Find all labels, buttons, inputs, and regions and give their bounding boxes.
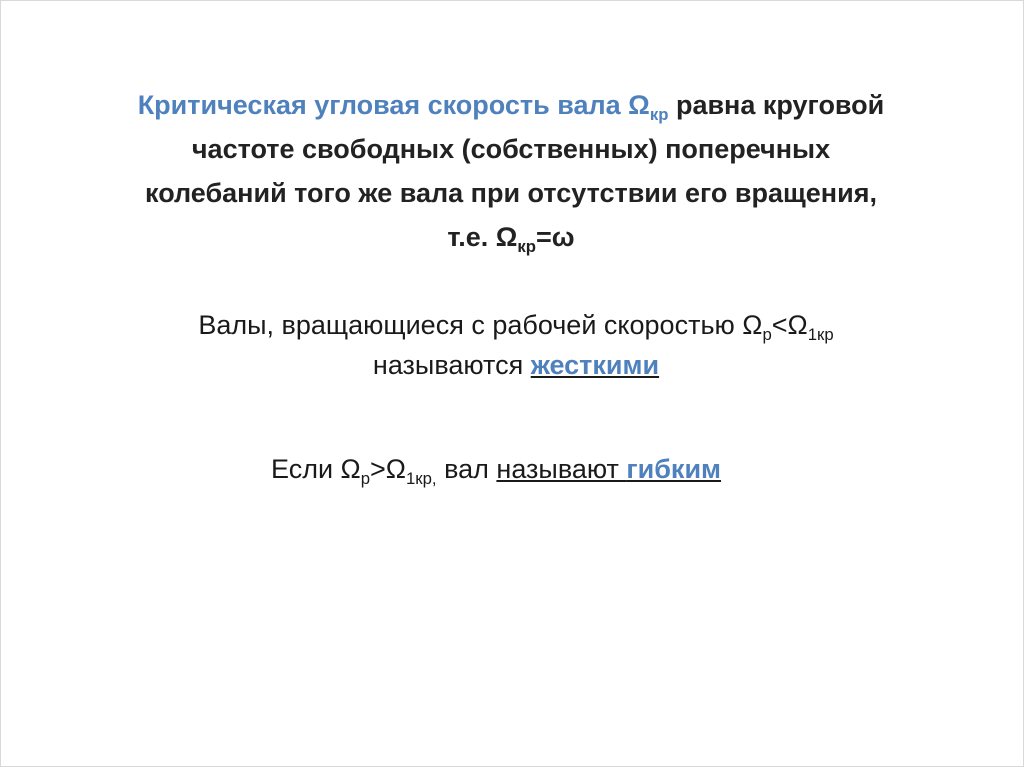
para2-underlined-text: называют bbox=[496, 454, 627, 484]
definition-heading bbox=[61, 83, 961, 259]
heading-accent-subscript: кр bbox=[649, 104, 669, 124]
para2-middle: >Ω bbox=[370, 454, 406, 484]
flexible-shaft-paragraph bbox=[101, 449, 891, 489]
rigid-shafts-paragraph bbox=[101, 305, 931, 385]
para1-subscript-1: р bbox=[762, 324, 772, 344]
heading-accent-text: Критическая угловая скорость вала Ω bbox=[137, 90, 650, 120]
heading-line2: частоте свободных (собственных) поперечных bbox=[191, 134, 831, 164]
para1-text-before: Валы, вращающиеся с рабочей скоростью Ω bbox=[198, 310, 763, 340]
term-flexible: гибким bbox=[626, 454, 722, 484]
para1-line2-text: называются bbox=[372, 350, 531, 380]
heading-line1-rest: равна круговой bbox=[668, 90, 885, 120]
para1-middle: <Ω bbox=[771, 310, 808, 340]
term-rigid: жесткими bbox=[530, 350, 660, 380]
heading-line3: колебаний того же вала при отсутствии его вращения, bbox=[145, 178, 877, 208]
para2-prefix: Если Ω bbox=[270, 454, 361, 484]
para2-subscript-1: р bbox=[360, 468, 371, 488]
heading-line4-prefix: т.е. Ω bbox=[447, 222, 518, 252]
heading-line4-suffix: =ω bbox=[536, 222, 575, 252]
para2-subscript-2: 1кр, bbox=[405, 468, 437, 488]
para2-text: вал bbox=[436, 454, 497, 484]
para1-subscript-2: 1кр bbox=[807, 324, 834, 344]
heading-line4-subscript: кр bbox=[517, 236, 537, 256]
